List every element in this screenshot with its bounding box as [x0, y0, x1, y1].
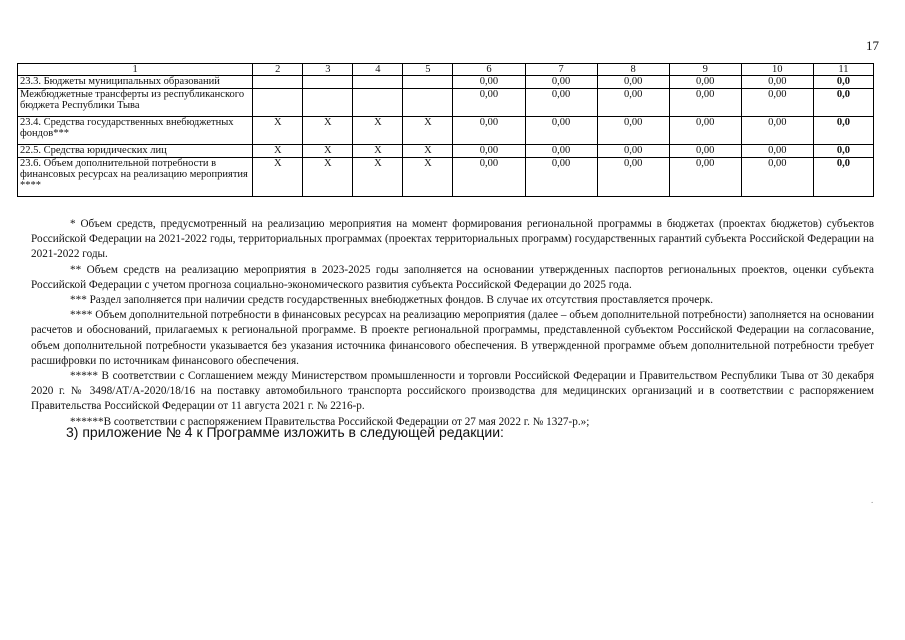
- table-cell: 0,0: [813, 76, 873, 89]
- footnote-1: * Объем средств, предусмотренный на реализацию мероприятия на момент формирования региональной программы в бюджетах (проектах бюджетов) субъектов Российской Федерации на 2021-2022 годы, территориальных программах (проектах территориальных программ) государственных гарантий субъекта Российской Федерации на 2021-2022 годы.: [31, 218, 874, 261]
- table-header-row: [18, 64, 874, 76]
- table-cell: [403, 89, 453, 117]
- table-cell: 0,00: [525, 76, 597, 89]
- table-row: [18, 76, 874, 89]
- table-cell: [403, 76, 453, 89]
- footnote-2: ** Объем средств на реализацию мероприятия в 2023-2025 годы заполняется на основании утвержденных паспортов региональных проектов, оценки субъекта Российской Федерации с учетом прогноза социально-экономического развития субъекта Российской Федерации до 2025 года.: [31, 263, 874, 291]
- stray-mark: .: [871, 495, 874, 505]
- row-label: 23.4. Средства государственных внебюджетных фондов***: [18, 117, 253, 145]
- header-cell: 2: [253, 64, 303, 76]
- table-cell: [253, 89, 303, 117]
- header-cell: 5: [403, 64, 453, 76]
- table-cell: 0,00: [741, 158, 813, 197]
- table-cell: 0,00: [525, 158, 597, 197]
- row-label: 23.3. Бюджеты муниципальных образований: [18, 76, 253, 89]
- row-label: 22.5. Средства юридических лиц: [18, 145, 253, 158]
- table-row: [18, 145, 874, 158]
- table-cell: 0,00: [453, 158, 525, 197]
- table-cell: 0,00: [669, 76, 741, 89]
- table-cell: X: [303, 145, 353, 158]
- header-cell: 10: [741, 64, 813, 76]
- footnote-3: *** Раздел заполняется при наличии средств государственных внебюджетных фондов. В случае их отсутствия проставляется прочерк.: [70, 294, 714, 307]
- table-row: [18, 158, 874, 197]
- table-cell: 0,00: [669, 145, 741, 158]
- table-cell: X: [403, 158, 453, 197]
- table-cell: X: [253, 145, 303, 158]
- table-cell: [303, 89, 353, 117]
- header-cell: 4: [353, 64, 403, 76]
- row-label: 23.6. Объем дополнительной потребности в финансовых ресурсах на реализацию мероприятия ****: [18, 158, 253, 197]
- footnote-5: ***** В соответствии с Соглашением между Министерством промышленности и торговли Российской Федерации и Правительством Республики Тыва от 30 декабря 2020 г. № 3498/АТ/А-2020/18/16 на поставку автомобильного транспорта российского производства для медицинских организаций и в соответствии с распоряжением Правительства Российской Федерации от 11 августа 2021 г. № 2216-р.: [31, 370, 874, 413]
- table-cell: 0,00: [597, 89, 669, 117]
- table-row: [18, 117, 874, 145]
- table-cell: X: [403, 145, 453, 158]
- table-cell: X: [303, 158, 353, 197]
- table-cell: 0,00: [669, 117, 741, 145]
- table-cell: 0,00: [669, 89, 741, 117]
- amendment-line: 3) приложение № 4 к Программе изложить в следующей редакции:: [66, 424, 504, 440]
- table-cell: 0,0: [813, 145, 873, 158]
- table-cell: 0,00: [453, 117, 525, 145]
- header-cell: 8: [597, 64, 669, 76]
- table-cell: 0,00: [741, 89, 813, 117]
- table-cell: X: [253, 117, 303, 145]
- table-cell: X: [303, 117, 353, 145]
- header-cell: 1: [18, 64, 253, 76]
- footnote-4: **** Объем дополнительной потребности в финансовых ресурсах на реализацию мероприятия (далее – объем дополнительной потребности) заполняется на основании расчетов и обоснований, прилагаемых к региональной программе. В проекте региональной программы, представленной субъектом Российской Федерации на согласование, объем дополнительной потребности указывается без указания источника финансового обеспечения. В утвержденной программе объем дополнительной потребности требует расшифровки по источникам финансового обеспечения.: [31, 309, 874, 367]
- table-cell: [303, 76, 353, 89]
- table-cell: 0,00: [669, 158, 741, 197]
- table-cell: [253, 76, 303, 89]
- table-cell: 0,00: [453, 145, 525, 158]
- table-cell: [353, 76, 403, 89]
- table-cell: 0,00: [525, 89, 597, 117]
- table-cell: X: [353, 117, 403, 145]
- table-cell: 0,00: [525, 145, 597, 158]
- table-cell: X: [403, 117, 453, 145]
- table-cell: X: [353, 158, 403, 197]
- page-number: 17: [866, 38, 879, 53]
- table-cell: X: [353, 145, 403, 158]
- table-cell: X: [253, 158, 303, 197]
- header-cell: 11: [813, 64, 873, 76]
- table-cell: 0,00: [453, 76, 525, 89]
- footnotes: [31, 217, 874, 430]
- table-cell: 0,00: [741, 145, 813, 158]
- table-cell: 0,00: [741, 117, 813, 145]
- table-cell: 0,00: [453, 89, 525, 117]
- footnote-6: ******В соответствии с распоряжением Правительства Российской Федерации от 27 мая 2022 г. № 1327-р.»;: [70, 415, 590, 428]
- row-label: Межбюджетные трансферты из республиканского бюджета Республики Тыва: [18, 89, 253, 117]
- table-row: [18, 89, 874, 117]
- header-cell: 6: [453, 64, 525, 76]
- table-cell: 0,00: [597, 158, 669, 197]
- header-cell: 7: [525, 64, 597, 76]
- table-cell: 0,0: [813, 158, 873, 197]
- table-cell: 0,0: [813, 117, 873, 145]
- table-cell: 0,00: [525, 117, 597, 145]
- table-cell: 0,0: [813, 89, 873, 117]
- header-cell: 3: [303, 64, 353, 76]
- table-cell: 0,00: [597, 117, 669, 145]
- table-cell: 0,00: [741, 76, 813, 89]
- table-cell: 0,00: [597, 76, 669, 89]
- table-cell: 0,00: [597, 145, 669, 158]
- header-cell: 9: [669, 64, 741, 76]
- budget-table: [17, 63, 874, 197]
- table-cell: [353, 89, 403, 117]
